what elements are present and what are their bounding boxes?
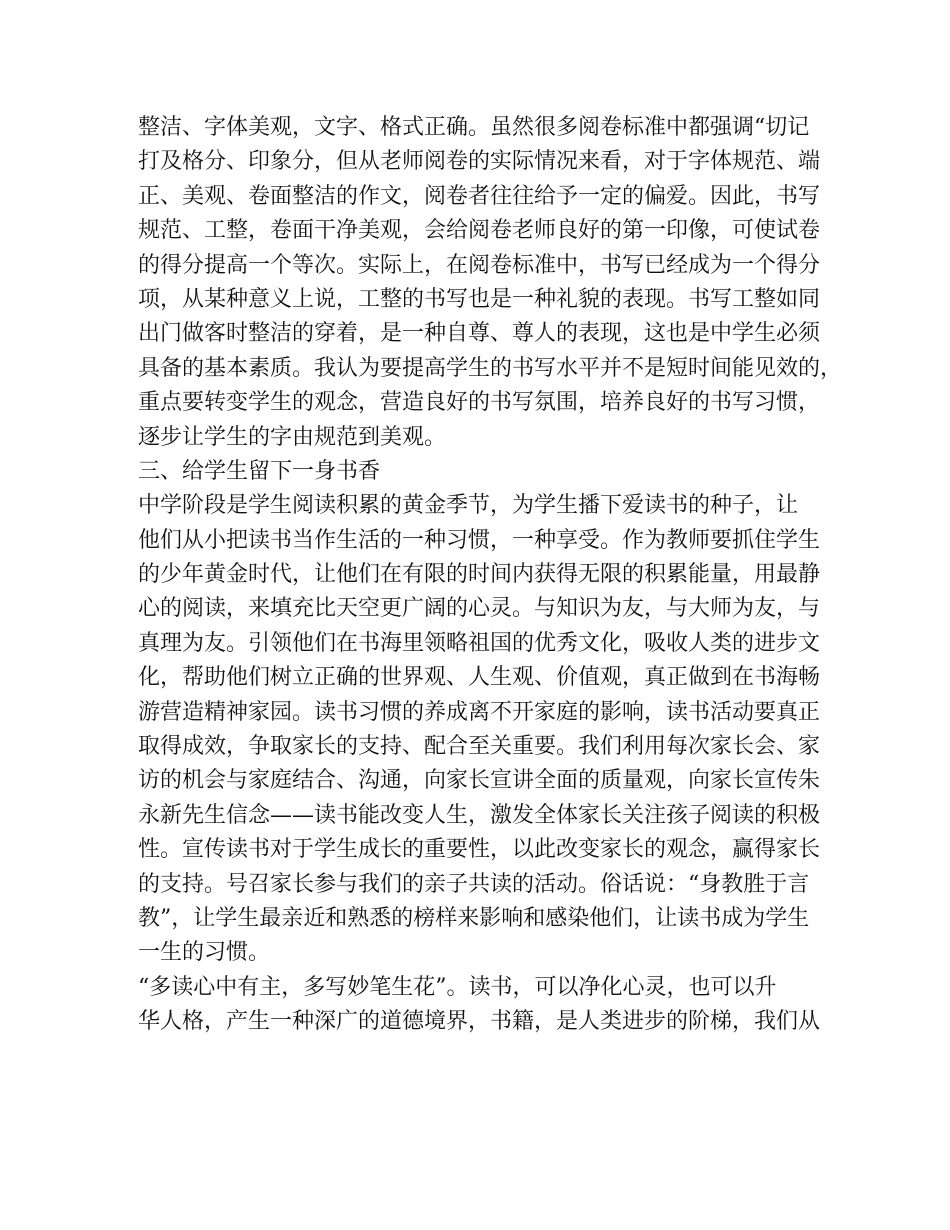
text-line: 教”，让学生最亲近和熟悉的榜样来影响和感染他们，让读书成为学生 (138, 905, 810, 931)
text-line: 的少年黄金时代，让他们在有限的时间内获得无限的积累能量，用最静 (138, 562, 821, 588)
text-line: 重点要转变学生的观念，营造良好的书写氛围，培养良好的书写习惯， (138, 390, 821, 416)
text-line: 的得分提高一个等次。实际上，在阅卷标准中，书写已经成为一个得分 (138, 252, 821, 278)
text-line: 永新先生信念——读书能改变人生，激发全体家长关注孩子阅读的积极 (138, 802, 821, 828)
body-text (138, 111, 843, 1040)
text-line: 取得成效，争取家长的支持、配合至关重要。我们利用每次家长会、家 (138, 734, 821, 760)
text-line: 性。宣传读书对于学生成长的重要性，以此改变家长的观念，赢得家长 (138, 837, 821, 863)
text-line: 心的阅读，来填充比天空更广阔的心灵。与知识为友，与大师为友，与 (138, 596, 821, 622)
text-line: 访的机会与家庭结合、沟通，向家长宣讲全面的质量观，向家长宣传朱 (138, 768, 821, 794)
text-line: 一生的习惯。 (138, 940, 271, 966)
text-line: 真理为友。引领他们在书海里领略祖国的优秀文化，吸收人类的进步文 (138, 630, 821, 656)
text-line: 打及格分、印象分，但从老师阅卷的实际情况来看，对于字体规范、端 (138, 149, 821, 175)
text-line: 化，帮助他们树立正确的世界观、人生观、价值观，真正做到在书海畅 (138, 665, 821, 691)
section-heading: 三、给学生留下一身书香 (138, 458, 381, 484)
text-line: 逐步让学生的字由规范到美观。 (138, 424, 447, 450)
text-line: 整洁、字体美观，文字、格式正确。虽然很多阅卷标准中都强调“切记 (138, 115, 810, 140)
text-line: 项，从某种意义上说，工整的书写也是一种礼貌的表现。书写工整如同 (138, 286, 821, 312)
text-line: “多读心中有主，多写妙笔生花”。读书，可以净化心灵，也可以升 (138, 974, 777, 1000)
text-line: 他们从小把读书当作生活的一种习惯，一种享受。作为教师要抓住学生 (138, 527, 821, 553)
text-line: 出门做客时整洁的穿着，是一种自尊、尊人的表现，这也是中学生必须 (138, 321, 821, 347)
text-line: 正、美观、卷面整洁的作文，阅卷者往往给予一定的偏爱。因此，书写 (138, 183, 821, 209)
text-line: 规范、工整，卷面干净美观，会给阅卷老师良好的第一印像，可使试卷 (138, 218, 821, 244)
text-line: 华人格，产生一种深广的道德境界，书籍，是人类进步的阶梯，我们从 (138, 1009, 821, 1035)
text-line: 中学阶段是学生阅读积累的黄金季节，为学生播下爱读书的种子，让 (138, 493, 799, 519)
text-line: 具备的基本素质。我认为要提高学生的书写水平并不是短时间能见效的， (138, 355, 843, 381)
text-line: 的支持。号召家长参与我们的亲子共读的活动。俗话说：“身教胜于言 (138, 871, 810, 897)
text-line: 游营造精神家园。读书习惯的养成离不开家庭的影响，读书活动要真正 (138, 699, 821, 725)
